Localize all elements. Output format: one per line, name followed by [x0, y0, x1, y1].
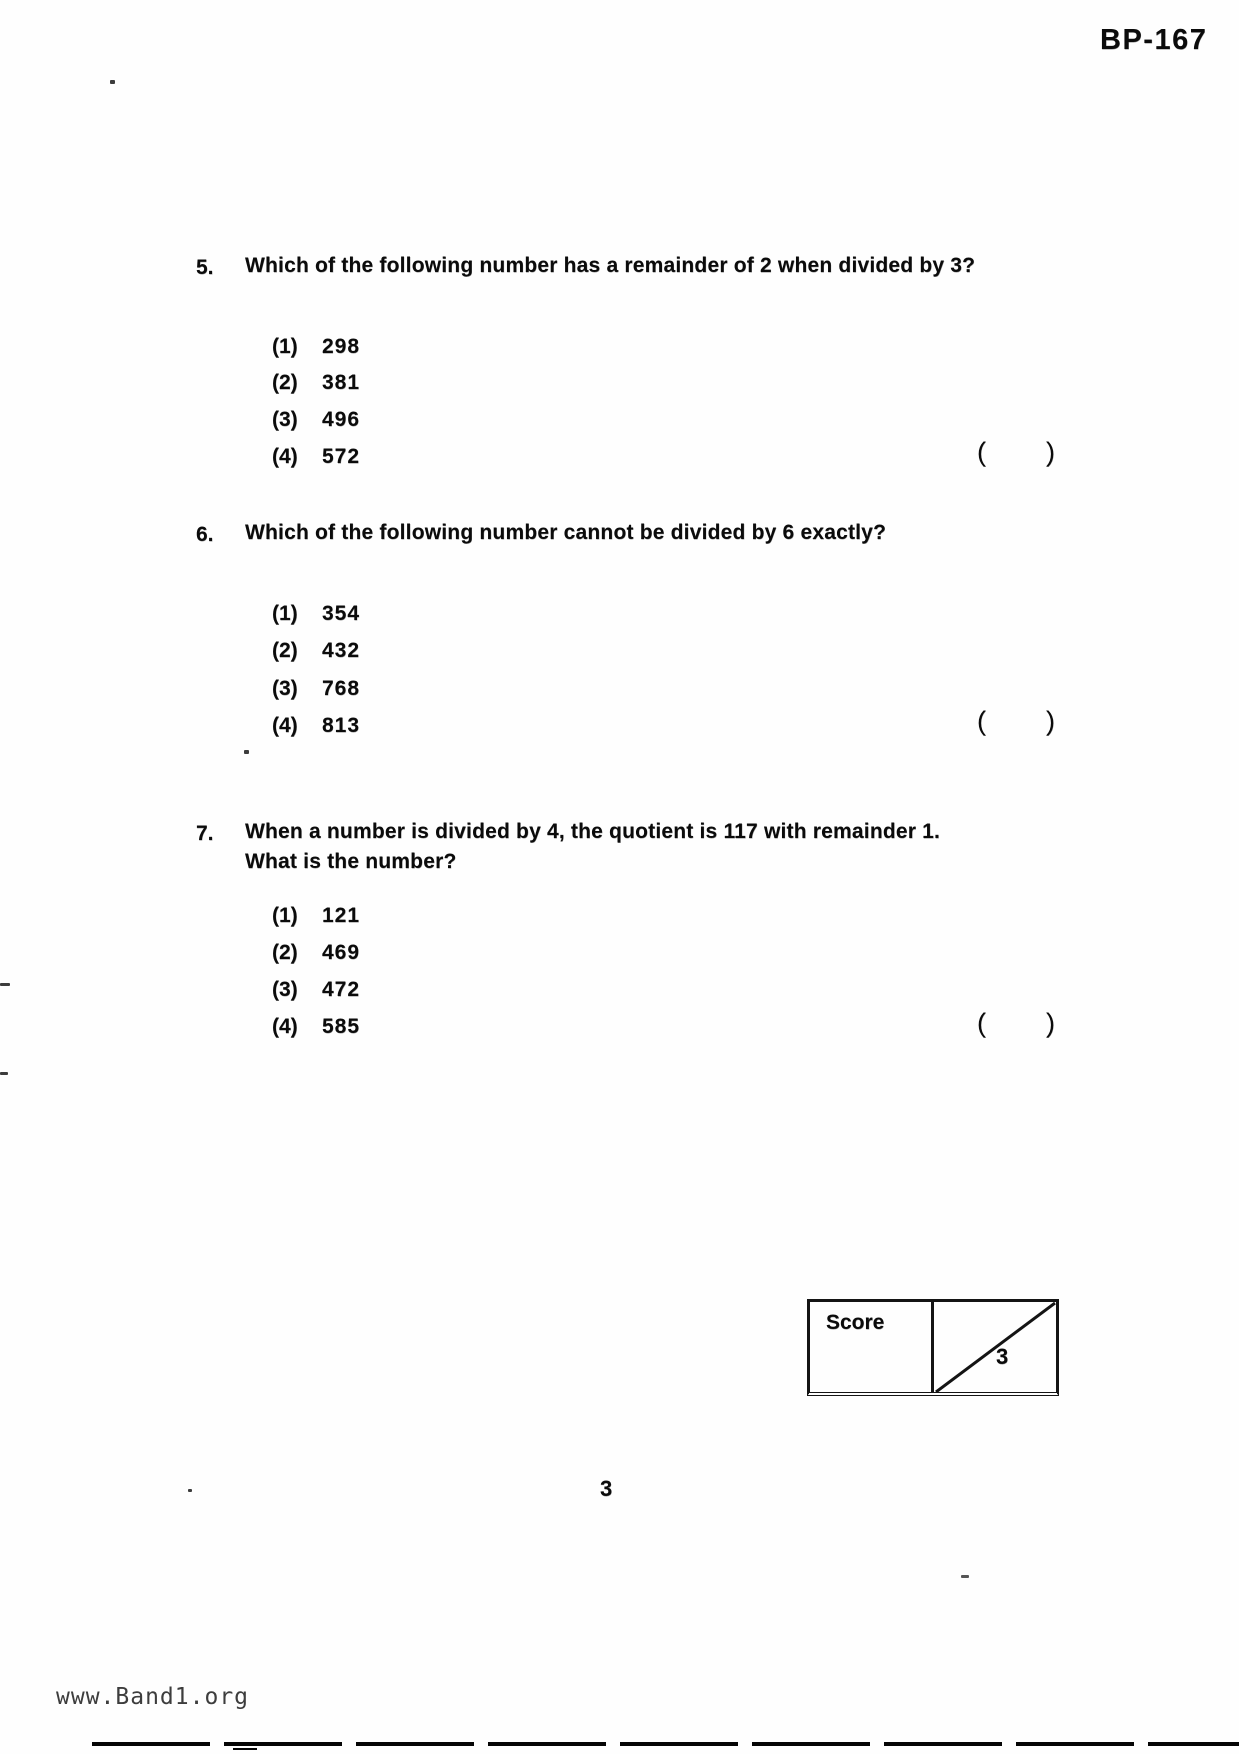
q5-answer-bracket-open: (: [977, 437, 986, 467]
score-value: 3: [996, 1344, 1009, 1369]
question-7-text-line1: When a number is divided by 4, the quotient is 117 with remainder 1.: [245, 820, 941, 843]
q6-answer-bracket-open: (: [977, 706, 986, 736]
score-box: [807, 1299, 1059, 1396]
q6-option-3-label: (3): [272, 677, 298, 700]
q5-option-4-label: (4): [272, 445, 298, 468]
score-diagonal-line: [934, 1302, 1056, 1392]
scan-artifact-dot: [188, 1489, 192, 1492]
q5-option-3-value: 496: [322, 408, 361, 431]
question-7-number: 7.: [196, 822, 214, 845]
q5-option-2-label: (2): [272, 371, 298, 394]
scan-artifact-period: [244, 750, 249, 754]
scan-artifact-dash: [961, 1575, 969, 1578]
q7-option-1-label: (1): [272, 904, 298, 927]
question-5-text: Which of the following number has a remainder of 2 when divided by 3?: [245, 254, 976, 277]
q5-option-1-label: (1): [272, 335, 298, 358]
q5-option-3-label: (3): [272, 408, 298, 431]
q7-answer-bracket-close: ): [1046, 1008, 1055, 1038]
q6-option-2-value: 432: [322, 639, 361, 662]
q6-option-3-value: 768: [322, 677, 361, 700]
score-label: Score: [826, 1311, 885, 1334]
scan-artifact-margin-dash: [0, 1072, 8, 1075]
question-6-number: 6.: [196, 523, 214, 546]
q5-option-1-value: 298: [322, 335, 361, 358]
q7-option-1-value: 121: [322, 904, 361, 927]
q5-answer-bracket-close: ): [1046, 437, 1055, 467]
q5-option-2-value: 381: [322, 371, 361, 394]
q6-option-1-label: (1): [272, 602, 298, 625]
q7-answer-bracket-open: (: [977, 1008, 986, 1038]
q7-option-4-value: 585: [322, 1015, 361, 1038]
question-6-text: Which of the following number cannot be divided by 6 exactly?: [245, 521, 887, 544]
q5-option-4-value: 572: [322, 445, 361, 468]
scan-artifact-margin-dash: [0, 983, 10, 986]
question-5-number: 5.: [196, 256, 214, 279]
q6-option-1-value: 354: [322, 602, 361, 625]
paper-code: BP-167: [1100, 24, 1208, 56]
q6-option-2-label: (2): [272, 639, 298, 662]
bottom-scan-edge-line: [92, 1742, 1239, 1746]
page-number: 3: [600, 1476, 613, 1501]
website-watermark: www.Band1.org: [56, 1684, 250, 1710]
q7-option-3-value: 472: [322, 978, 361, 1001]
scan-artifact-dot: [110, 80, 115, 84]
q7-option-2-value: 469: [322, 941, 361, 964]
q7-option-3-label: (3): [272, 978, 298, 1001]
q6-option-4-label: (4): [272, 714, 298, 737]
question-7-text-line2: What is the number?: [245, 850, 457, 873]
q7-option-2-label: (2): [272, 941, 298, 964]
bottom-scan-edge-line-fragment: [233, 1748, 257, 1750]
q6-option-4-value: 813: [322, 714, 361, 737]
q6-answer-bracket-close: ): [1046, 706, 1055, 736]
q7-option-4-label: (4): [272, 1015, 298, 1038]
